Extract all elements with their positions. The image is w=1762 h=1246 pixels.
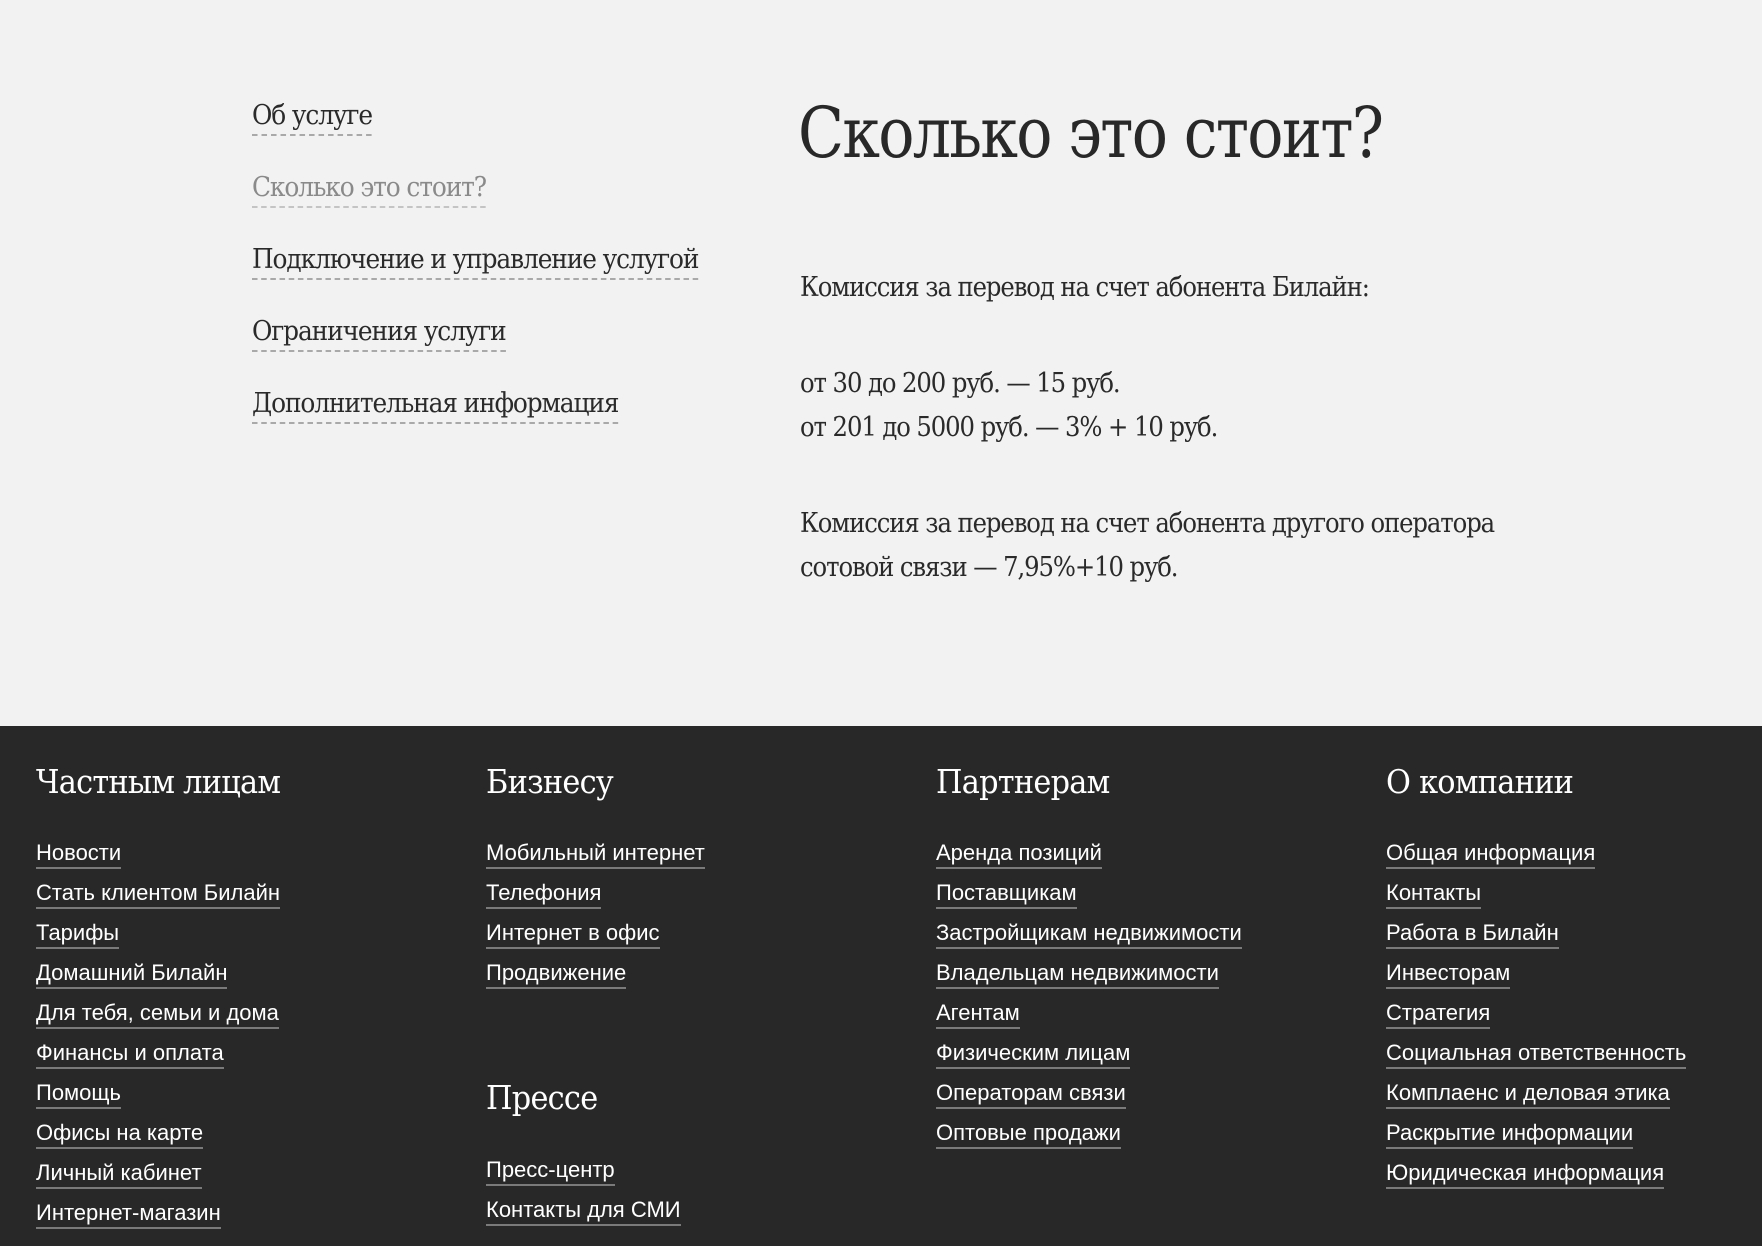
- footer-link[interactable]: Стратегия: [1386, 999, 1490, 1029]
- footer-link[interactable]: Юридическая информация: [1386, 1159, 1664, 1189]
- price-line: от 30 до 200 руб. — 15 руб.: [800, 368, 1120, 399]
- price-line: от 201 до 5000 руб. — 3% + 10 руб.: [800, 412, 1218, 443]
- footer-link[interactable]: Социальная ответственность: [1386, 1039, 1686, 1069]
- footer-link[interactable]: Стать клиентом Билайн: [36, 879, 280, 909]
- footer-link[interactable]: Контакты: [1386, 879, 1481, 909]
- footer-link[interactable]: Застройщикам недвижимости: [936, 919, 1242, 949]
- footer-link[interactable]: Для тебя, семьи и дома: [36, 999, 279, 1029]
- side-nav-connection[interactable]: Подключение и управление услугой: [252, 242, 698, 280]
- side-nav-limits[interactable]: Ограничения услуги: [252, 314, 506, 352]
- footer-links: [36, 839, 280, 1239]
- other-operator-commission: Комиссия за перевод на счет абонента другого оператора: [800, 508, 1495, 539]
- other-operator-commission: сотовой связи — 7,95%+10 руб.: [800, 552, 1178, 583]
- footer-link[interactable]: Комплаенс и деловая этика: [1386, 1079, 1670, 1109]
- footer-link[interactable]: Операторам связи: [936, 1079, 1126, 1109]
- footer-link[interactable]: Поставщикам: [936, 879, 1077, 909]
- side-nav-additional-info[interactable]: Дополнительная информация: [252, 386, 618, 424]
- footer-heading: Частным лицам: [36, 762, 281, 801]
- side-nav-pricing[interactable]: Сколько это стоит?: [252, 170, 486, 208]
- footer-links: [1386, 839, 1686, 1199]
- footer-link[interactable]: Раскрытие информации: [1386, 1119, 1633, 1149]
- footer-link[interactable]: Аренда позиций: [936, 839, 1102, 869]
- footer-links: [486, 839, 705, 999]
- footer-link[interactable]: Тарифы: [36, 919, 119, 949]
- footer-link[interactable]: Финансы и оплата: [36, 1039, 224, 1069]
- footer-link[interactable]: Пресс-центр: [486, 1156, 615, 1186]
- footer-heading-press: Прессе: [486, 1078, 598, 1117]
- footer-link[interactable]: Интернет-магазин: [36, 1199, 221, 1229]
- footer-link[interactable]: Домашний Билайн: [36, 959, 227, 989]
- footer-heading: Партнерам: [936, 762, 1110, 801]
- footer-link[interactable]: Агентам: [936, 999, 1020, 1029]
- footer-link[interactable]: Новости: [36, 839, 121, 869]
- footer-link[interactable]: Физическим лицам: [936, 1039, 1130, 1069]
- footer-link[interactable]: Телефония: [486, 879, 601, 909]
- footer-link[interactable]: Контакты для СМИ: [486, 1196, 681, 1226]
- footer-link[interactable]: Офисы на карте: [36, 1119, 203, 1149]
- footer-link[interactable]: Инвесторам: [1386, 959, 1510, 989]
- footer-links-press: [486, 1156, 681, 1236]
- footer-link[interactable]: Владельцам недвижимости: [936, 959, 1219, 989]
- footer-links: [936, 839, 1242, 1159]
- footer-link[interactable]: Работа в Билайн: [1386, 919, 1559, 949]
- footer-link[interactable]: Продвижение: [486, 959, 626, 989]
- footer-link[interactable]: Интернет в офис: [486, 919, 660, 949]
- footer-link[interactable]: Мобильный интернет: [486, 839, 705, 869]
- footer-heading: Бизнесу: [486, 762, 614, 801]
- footer-link[interactable]: Личный кабинет: [36, 1159, 202, 1189]
- page-title: Сколько это стоит?: [798, 92, 1383, 174]
- beeline-commission-label: Комиссия за перевод на счет абонента Билайн:: [800, 272, 1369, 303]
- footer-link[interactable]: Помощь: [36, 1079, 121, 1109]
- footer-heading: О компании: [1386, 762, 1574, 801]
- site-footer: [0, 726, 1762, 1246]
- side-nav-about[interactable]: Об услуге: [252, 98, 372, 136]
- footer-link[interactable]: Общая информация: [1386, 839, 1595, 869]
- footer-link[interactable]: Оптовые продажи: [936, 1119, 1121, 1149]
